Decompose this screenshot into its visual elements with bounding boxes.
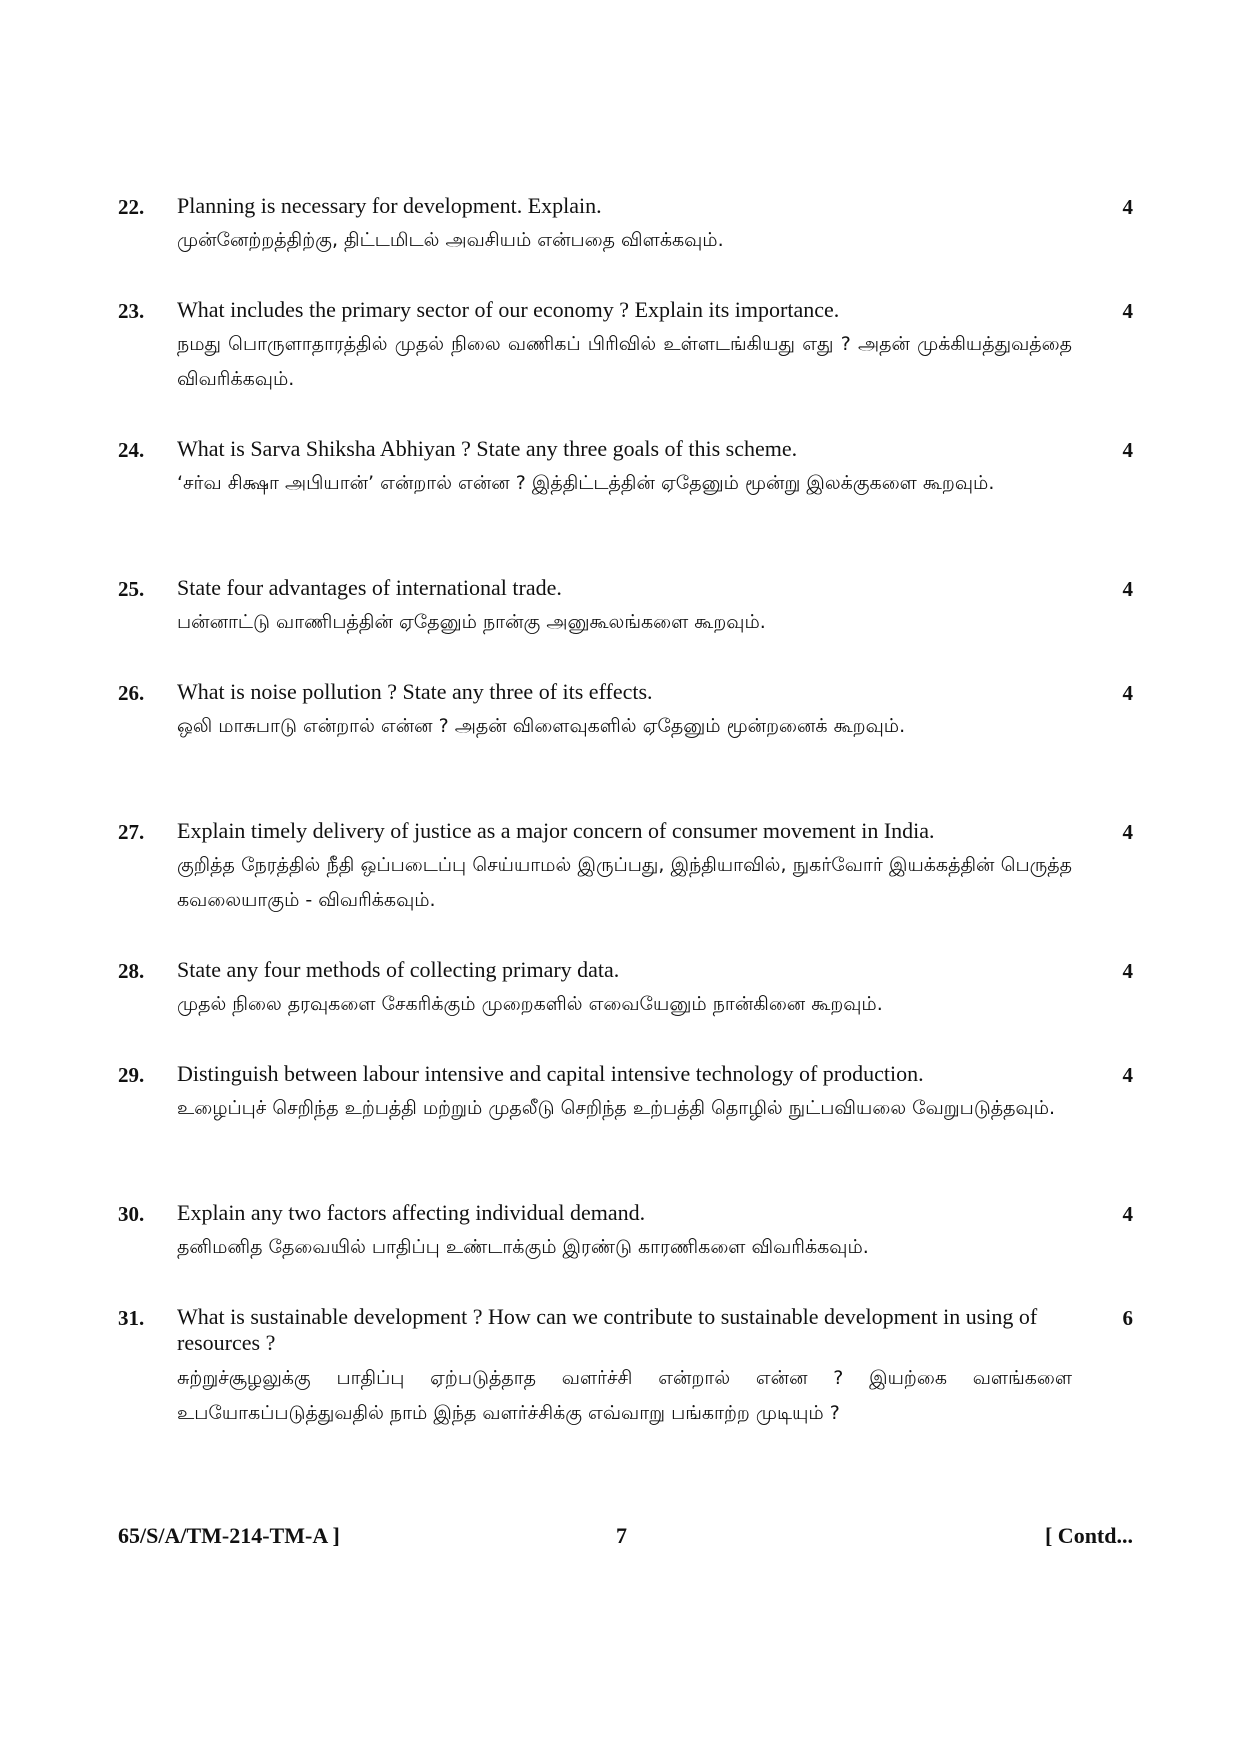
question-marks: 4 <box>1122 959 1133 983</box>
question-text-tamil: ‘சர்வ சிக்ஷா அபியான்’ என்றால் என்ன ? இத்திட்டத்தின் ஏதேனும் மூன்று இலக்குகளை கூறவும். <box>177 472 995 494</box>
question-text-english: Explain any two factors affecting individual demand. <box>177 1200 646 1225</box>
question-number: 29. <box>118 1063 145 1087</box>
question-number: 31. <box>118 1306 145 1330</box>
page-footer <box>118 1523 1133 1553</box>
question-text-english: Distinguish between labour intensive and capital intensive technology of production. <box>177 1061 924 1086</box>
question-text-tamil: முதல் நிலை தரவுகளை சேகரிக்கும் முறைகளில் எவையேனும் நான்கினை கூறவும். <box>177 993 883 1015</box>
page-number: 7 <box>616 1523 627 1548</box>
question-text-english: Planning is necessary for development. Explain. <box>177 193 602 218</box>
question-marks: 4 <box>1122 577 1133 601</box>
question-marks: 6 <box>1122 1306 1133 1330</box>
question-text-tamil: நமது பொருளாதாரத்தில் முதல் நிலை வணிகப் பிரிவில் உள்ளடங்கியது எது ? அதன் முக்கியத்துவத்தை விவரிக்கவும். <box>177 333 1072 390</box>
question-number: 27. <box>118 820 145 844</box>
question-number: 24. <box>118 438 145 462</box>
question-number: 26. <box>118 681 145 705</box>
question-text-english: State four advantages of international trade. <box>177 575 562 600</box>
question-text-english: Explain timely delivery of justice as a major concern of consumer movement in India. <box>177 818 935 843</box>
question-text-tamil: உழைப்புச் செறிந்த உற்பத்தி மற்றும் முதலீடு செறிந்த உற்பத்தி தொழில் நுட்பவியலை வேறுபடுத்தவும். <box>177 1097 1056 1119</box>
question-marks: 4 <box>1122 438 1133 462</box>
question-text-english: What is noise pollution ? State any three of its effects. <box>177 679 653 704</box>
question-text-tamil: சுற்றுச்சூழலுக்கு பாதிப்பு ஏற்படுத்தாத வளர்ச்சி என்றால் என்ன ? இயற்கை வளங்களை உபயோகப்படுத்துவதில் நாம் இந்த வளர்ச்சிக்கு எவ்வாறு பங்காற்ற முடியும் ? <box>177 1367 1072 1424</box>
question-text-tamil: முன்னேற்றத்திற்கு, திட்டமிடல் அவசியம் என்பதை விளக்கவும். <box>177 229 724 251</box>
continued-label: [ Contd... <box>1044 1523 1133 1548</box>
question-text-english: What is Sarva Shiksha Abhiyan ? State any three goals of this scheme. <box>177 436 798 461</box>
question-text-tamil: குறித்த நேரத்தில் நீதி ஒப்படைப்பு செய்யாமல் இருப்பது, இந்தியாவில், நுகர்வோர் இயக்கத்தின் பெருத்த கவலையாகும் - விவரிக்கவும். <box>177 854 1072 911</box>
question-text-english: What includes the primary sector of our economy ? Explain its importance. <box>177 297 840 322</box>
paper-code: 65/S/A/TM-214-TM-A ] <box>118 1523 340 1548</box>
question-marks: 4 <box>1122 820 1133 844</box>
question-text-english: State any four methods of collecting primary data. <box>177 957 620 982</box>
question-marks: 4 <box>1122 195 1133 219</box>
question-number: 25. <box>118 577 145 601</box>
question-number: 28. <box>118 959 145 983</box>
question-marks: 4 <box>1122 1063 1133 1087</box>
question-marks: 4 <box>1122 299 1133 323</box>
question-text-tamil: ஒலி மாசுபாடு என்றால் என்ன ? அதன் விளைவுகளில் ஏதேனும் மூன்றனைக் கூறவும். <box>177 715 906 737</box>
question-marks: 4 <box>1122 1202 1133 1226</box>
question-text-tamil: தனிமனித தேவையில் பாதிப்பு உண்டாக்கும் இரண்டு காரணிகளை விவரிக்கவும். <box>177 1236 869 1258</box>
question-text-english: What is sustainable development ? How can we contribute to sustainable development in using of resources ? <box>177 1304 1038 1355</box>
question-text-tamil: பன்னாட்டு வாணிபத்தின் ஏதேனும் நான்கு அனுகூலங்களை கூறவும். <box>177 611 766 633</box>
question-number: 30. <box>118 1202 145 1226</box>
question-number: 23. <box>118 299 145 323</box>
question-marks: 4 <box>1122 681 1133 705</box>
question-number: 22. <box>118 195 145 219</box>
